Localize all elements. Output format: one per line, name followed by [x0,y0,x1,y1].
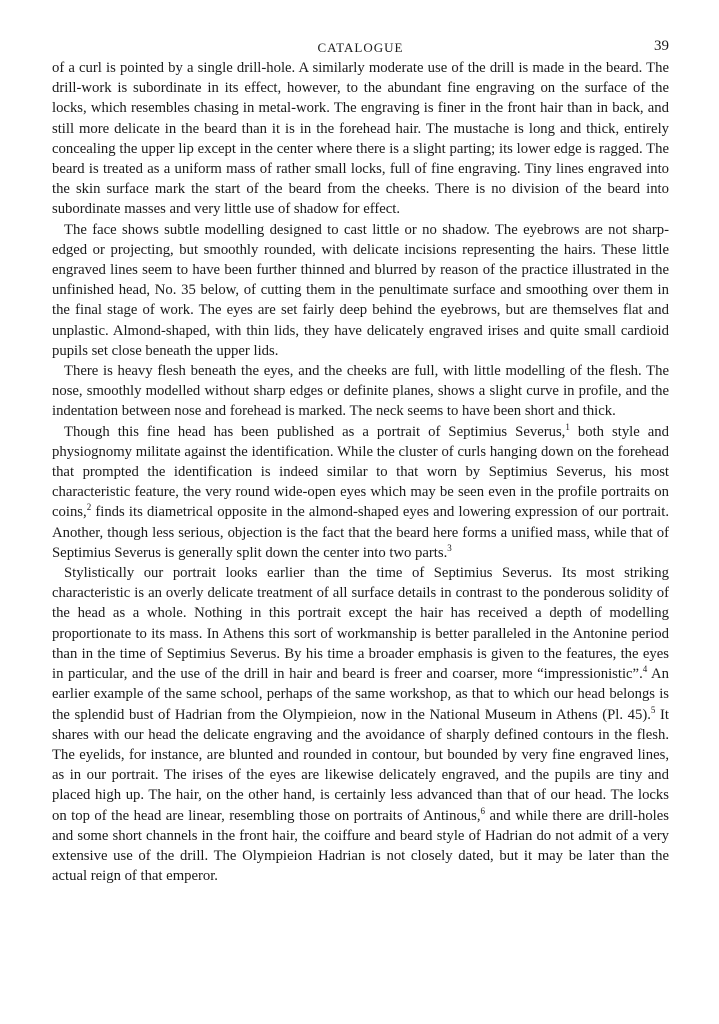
text-run: and while there are drill-holes and some short channels in the front hair, the coiffure and beard style of Hadrian do not admit of a very extensive use of the drill. The Olympieion Hadrian is not closely dated, but it may be later than the actual reign of that emperor. [52,807,669,885]
page [52,38,669,886]
paragraph [52,58,669,220]
text-run: It shares with our head the delicate engraving and the avoidance of sharply defined contours in the flesh. The eyelids, for instance, are blunted and rounded in contour, but bounded by very fine engraved lines, as in our portrait. The irises of the eyes are likewise delicately engraved, and the pupils are tiny and placed high up. The hair, on the other hand, is certainly less advanced than that of our head. The locks on top of the head are linear, resembling those on portraits of Antinous, [52,706,669,824]
text-run: There is heavy flesh beneath the eyes, and the cheeks are full, with little modelling of the flesh. The nose, smoothly modelled without sharp edges or definite planes, shows a slight curve in profile, and the indentation between nose and forehead is marked. The neck seems to have been short and thick. [52,363,669,420]
text-run: of a curl is pointed by a single drill-hole. A similarly moderate use of the drill is made in the beard. The drill-work is subordinate in its effect, however, to the abundant fine engraving on the surface of the locks, which resembles chasing in metal-work. The engraving is finer in the front hair than in back, and still more delicate in the beard than it is in the forehead hair. The mustache is long and thick, entirely concealing the upper lip except in the center where there is a slight parting; its lower edge is ragged. The beard is treated as a uniform mass of rather small locks, full of fine engraving. Tiny lines engraved into the skin surface mark the start of the beard from the cheeks. There is no division of the beard into subordinate masses and very little use of shadow for effect. [52,60,669,218]
paragraph [52,563,669,886]
text-run: Though this fine head has been published as a portrait of Septimius Severus, [64,423,566,440]
paragraph [52,220,669,361]
running-header [52,38,669,58]
paragraph [52,361,669,422]
body-text [52,58,669,886]
footnote-ref: 1 [565,421,570,432]
text-run: both style and physiognomy militate against the identification. While the cluster of curls hanging down on the forehead that prompted the identification is indeed similar to that worn by Septimius Severus, his most characteristic feature, the very round wide-open eyes which may be seen even in the profile portraits on coins, [52,423,669,521]
text-run: Stylistically our portrait looks earlier than the time of Septimius Severus. Its most striking characteristic is an overly delicate treatment of all surface details in contrast to the ponderous solidity of the head as a whole. Nothing in this portrait except the hair has received a depth of modelling proportionate to its mass. In Athens this sort of workmanship is better paralleled in the Antonine period than in the time of Septimius Severus. By his time a broader emphasis is given to the features, the eyes in particular, and the use of the drill in hair and beard is freer and coarser, more “impressionistic”. [52,565,669,683]
footnote-ref: 3 [447,542,452,553]
text-run: An earlier example of the same school, perhaps of the same workshop, as that to which our head belongs is the splendid bust of Hadrian from the Olympieion, now in the National Museum in Athens (Pl. 45). [52,666,670,723]
page-number: 39 [654,38,669,54]
text-run: The face shows subtle modelling designed to cast little or no shadow. The eyebrows are not sharp-edged or projecting, but smoothly rounded, with delicate incisions representing the hairs. These little engraved lines seem to have been further thinned and blurred by reason of the practice illustrated in the unfinished head, No. 35 below, of cutting them in the penultimate surface and smoothing over them in the final stage of work. The eyes are set fairly deep behind the eyebrows, but are themselves flat and unplastic. Almond-shaped, with thin lids, they have delicately engraved irises and quite small cardioid pupils set close beneath the upper lids. [52,221,669,359]
footnote-ref: 6 [480,805,486,816]
running-title: CATALOGUE [317,40,404,55]
paragraph [52,422,669,563]
footnote-ref: 4 [642,664,648,675]
footnote-ref: 2 [86,502,92,513]
footnote-ref: 5 [650,704,656,715]
text-run: finds its diametrical opposite in the almond-shaped eyes and lowering expression of our portrait. Another, though less serious, objection is the fact that the beard here forms a unified mass, while that of Septimius Severus is generally split down the center into two parts. [52,504,669,561]
